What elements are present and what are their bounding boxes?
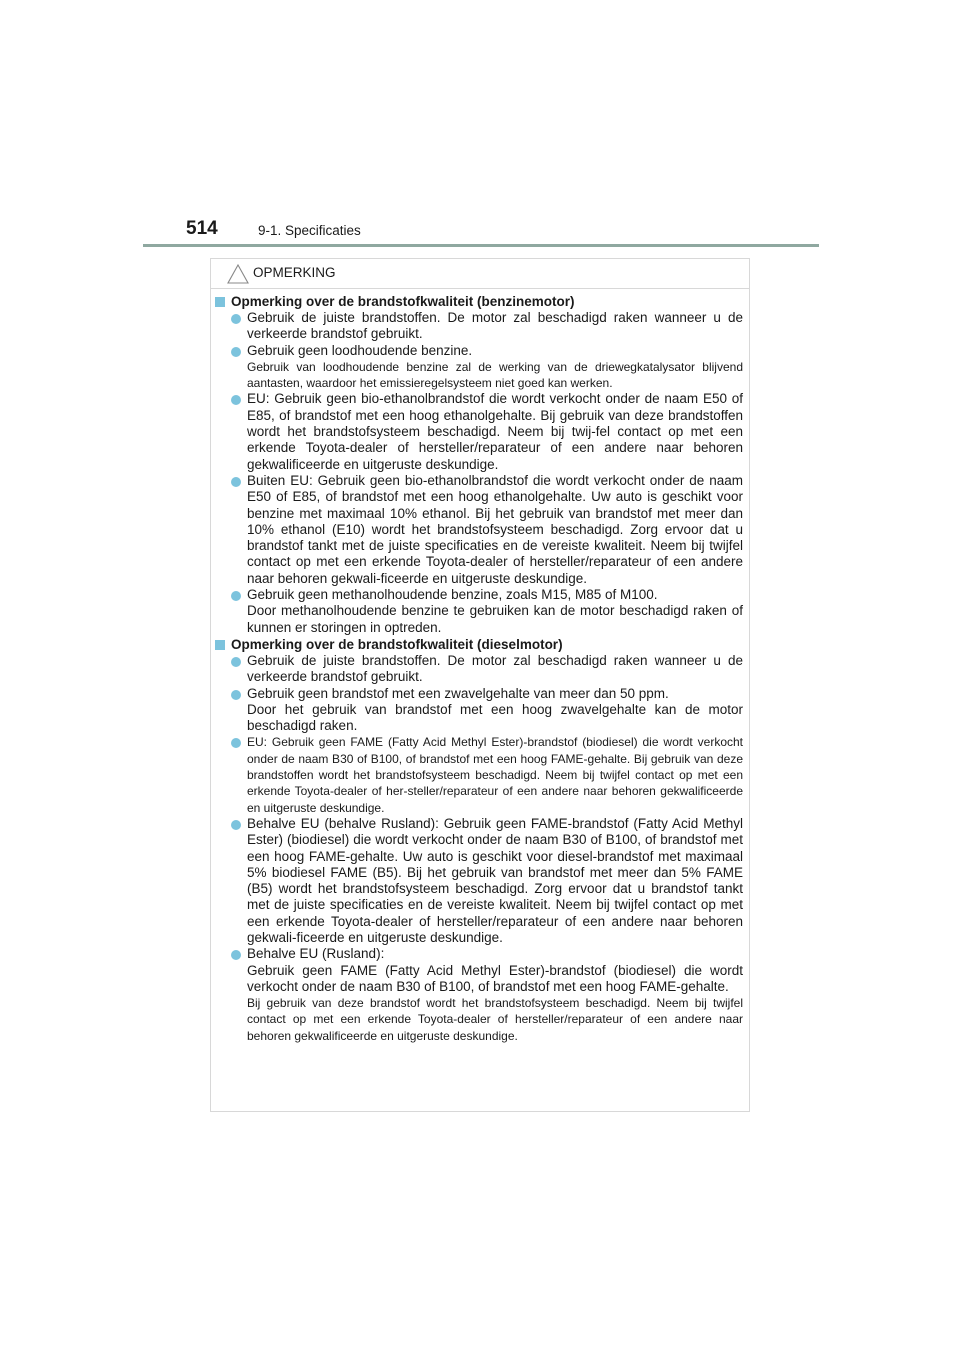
list-item: Behalve EU (Rusland): Gebruik geen FAME (Fatty Acid Methyl Ester)-brandstof (biodiesel) die wordt verkocht onder de naam B30 of B100, of brandstof met een hoog FAME-gehalte. Bij gebruik van deze brandstof wordt het brandstofsysteem beschadigd. Neem bij twijfel contact op met een erkende Toyota-dealer of hersteller/reparateur of een andere naar behoren gekwalificeerde en uitgeruste deskundige. (215, 946, 743, 1044)
bullet-icon (231, 657, 241, 667)
notice-header (211, 259, 749, 289)
list-item: EU: Gebruik geen bio-ethanolbrandstof die wordt verkocht onder de naam E50 of E85, of brandstof met een hoog ethanolgehalte. Bij gebruik van deze brandstoffen wordt het brandstofsysteem beschadigd. Neem bij twij-fel contact op met een erkende Toyota-dealer of hersteller/reparateur of een andere naar behoren gekwalificeerde en uitgeruste deskundige. (215, 391, 743, 472)
bullet-icon (231, 347, 241, 357)
bullet-icon (231, 395, 241, 405)
bullet-icon (231, 314, 241, 324)
notice-content (211, 289, 749, 1044)
bullet-icon (231, 690, 241, 700)
list-item: Gebruik de juiste brandstoffen. De motor zal beschadigd raken wanneer u de verkeerde brandstof gebruikt. (215, 653, 743, 686)
list-item: Gebruik geen loodhoudende benzine. Gebruik van loodhoudende benzine zal de werking van de driewegkatalysator blijvend aantasten, waardoor het emissieregelsysteem niet goed kan werken. (215, 343, 743, 392)
section-title: 9-1. Specificaties (258, 223, 361, 238)
header-rule (143, 244, 819, 247)
list-item: Gebruik geen methanolhoudende benzine, zoals M15, M85 of M100. Door methanolhoudende benzine te gebruiken kan de motor beschadigd raken of kunnen er storingen in optreden. (215, 587, 743, 636)
section-heading: Opmerking over de brandstofkwaliteit (dieselmotor) (215, 637, 743, 653)
list-item: Behalve EU (behalve Rusland): Gebruik geen FAME-brandstof (Fatty Acid Methyl Ester) (biodiesel) die wordt verkocht onder de naam B30 of B100, of brandstof met een hoog FAME-gehalte. Uw auto is geschikt voor diesel-brandstof met maximaal 5% biodiesel FAME (B5). Bij het gebruik van brandstof met meer dan 5% FAME (B5) wordt het brandstofsysteem beschadigd. Zorg ervoor dat u brandstof tankt met de juiste specificaties en de vereiste kwaliteit. Neem bij twijfel contact op met een erkende Toyota-dealer of hersteller/reparateur of een andere naar behoren gekwali-ficeerde en uitgeruste deskundige. (215, 816, 743, 946)
list-item: EU: Gebruik geen FAME (Fatty Acid Methyl Ester)-brandstof (biodiesel) die wordt verkocht onder de naam B30 of B100, of brandstof met een hoog FAME-gehalte. Bij gebruik van deze brandstoffen wordt het brandstofsysteem beschadigd. Neem bij twijfel contact op met een erkende Toyota-dealer of her-steller/reparateur of een andere naar behoren gekwalificeerde en uitgeruste deskundige. (215, 734, 743, 815)
list-item: Buiten EU: Gebruik geen bio-ethanolbrandstof die wordt verkocht onder de naam E50 of E85, of brandstof met een hoog ethanolgehalte. Uw auto is geschikt voor benzine met maximaal 10% ethanol. Bij het gebruik van brandstof met meer dan 10% ethanol (E10) wordt het brandstofsysteem beschadigd. Zorg ervoor dat u brandstof tankt met de juiste specificaties en de vereiste kwaliteit. Neem bij twijfel contact op met een erkende Toyota-dealer of hersteller/reparateur of een andere naar behoren gekwali-ficeerde en uitgeruste deskundige. (215, 473, 743, 587)
section-heading: Opmerking over de brandstofkwaliteit (benzinemotor) (215, 294, 743, 310)
notice-title: OPMERKING (253, 265, 336, 280)
bullet-icon (231, 591, 241, 601)
page-number: 514 (186, 218, 218, 239)
bullet-icon (231, 820, 241, 830)
square-bullet-icon (215, 297, 225, 307)
list-item: Gebruik de juiste brandstoffen. De motor zal beschadigd raken wanneer u de verkeerde brandstof gebruikt. (215, 310, 743, 343)
bullet-icon (231, 950, 241, 960)
notice-box (210, 258, 750, 1112)
bullet-icon (231, 738, 241, 748)
square-bullet-icon (215, 640, 225, 650)
list-item: Gebruik geen brandstof met een zwavelgehalte van meer dan 50 ppm. Door het gebruik van brandstof met een hoog zwavelgehalte kan de motor beschadigd raken. (215, 686, 743, 735)
bullet-icon (231, 477, 241, 487)
warning-triangle-icon (227, 264, 249, 284)
